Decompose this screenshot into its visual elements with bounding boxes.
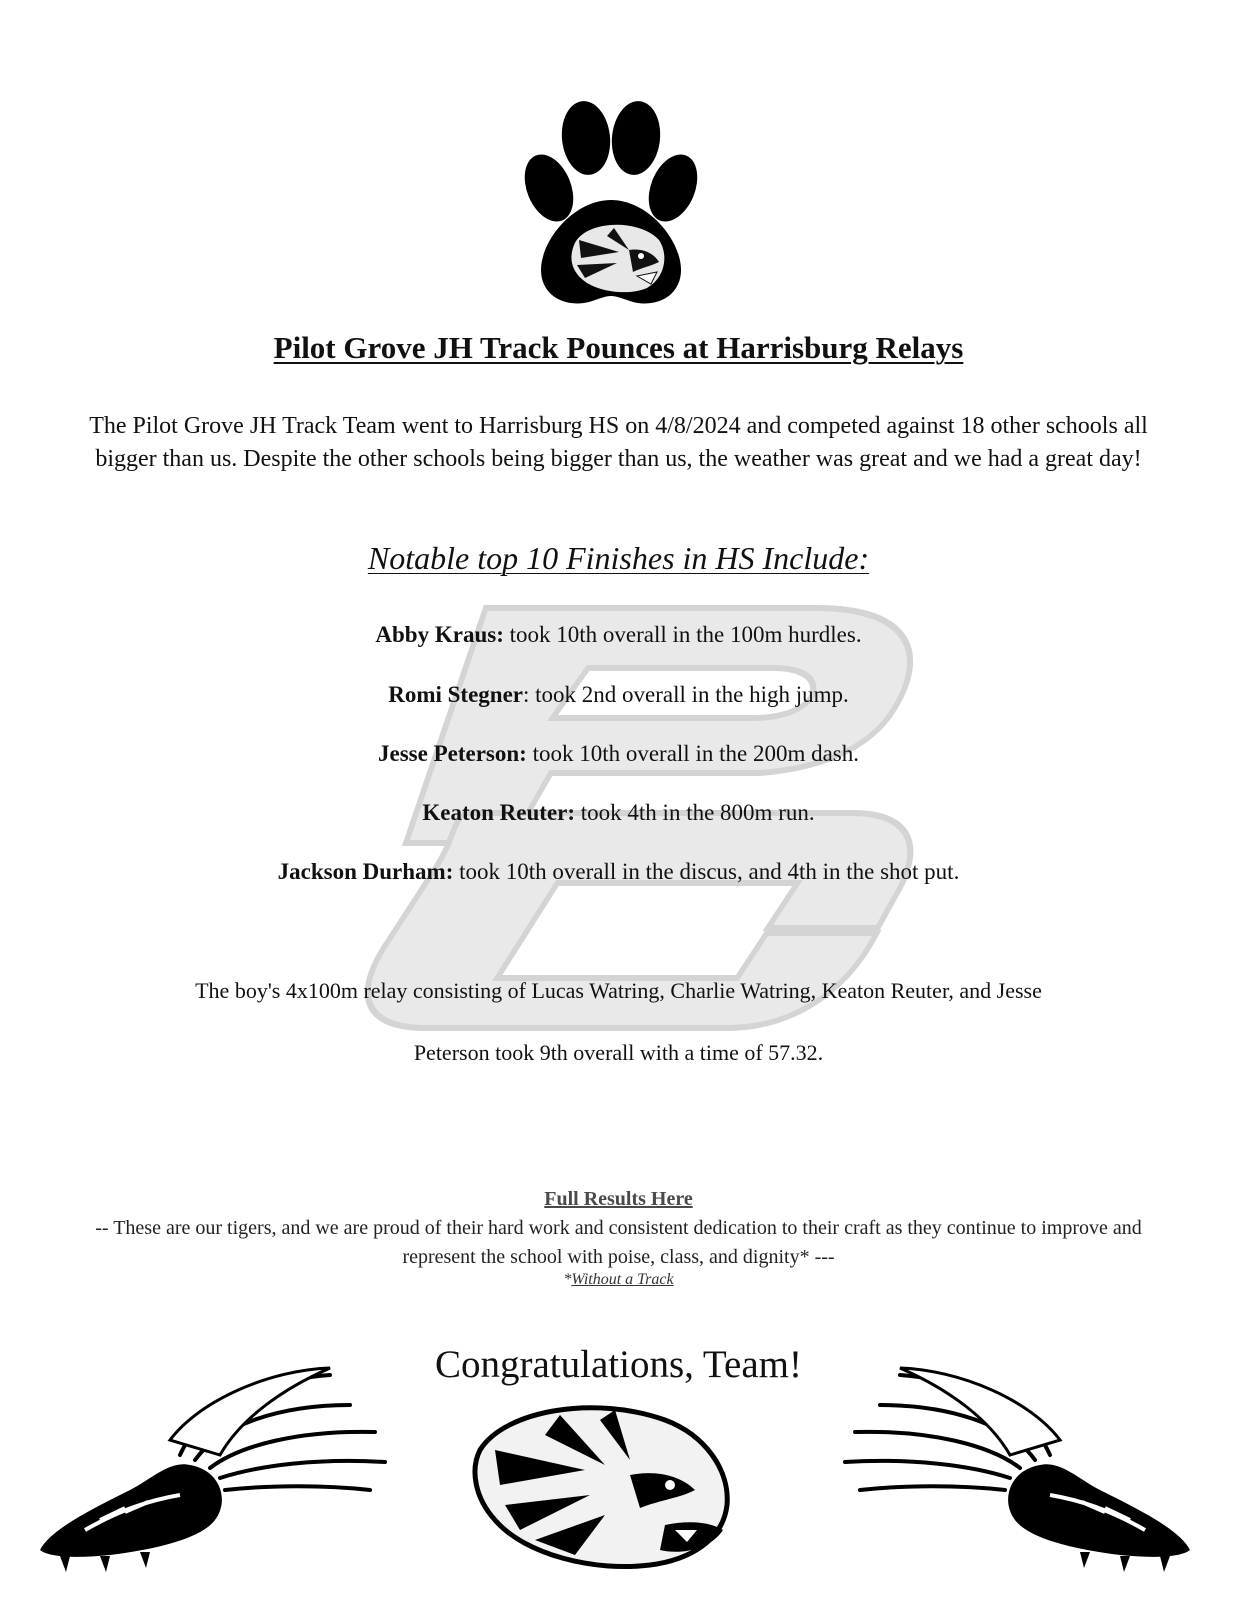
list-item bbox=[0, 857, 1237, 887]
list-item bbox=[0, 798, 1237, 828]
athlete-name: Romi Stegner bbox=[388, 682, 523, 707]
athlete-name: Jesse Peterson: bbox=[378, 741, 527, 766]
athlete-result: took 10th overall in the discus, and 4th in the shot put. bbox=[453, 859, 960, 884]
section-heading: Notable top 10 Finishes in HS Include: bbox=[367, 540, 870, 576]
list-item bbox=[0, 620, 1237, 650]
footnote-text: Without a Track bbox=[571, 1271, 674, 1288]
tiger-head-icon bbox=[465, 1390, 740, 1575]
relay-text-line-2: Peterson took 9th overall with a time of 57.32. bbox=[413, 1040, 824, 1065]
athlete-name: Keaton Reuter: bbox=[422, 800, 576, 825]
footnote bbox=[0, 1271, 1237, 1289]
footnote-star: * bbox=[563, 1271, 572, 1288]
athlete-name: Jackson Durham: bbox=[277, 859, 454, 884]
full-results-link[interactable]: Full Results Here bbox=[544, 1188, 693, 1210]
tiger-paw-icon bbox=[519, 100, 703, 310]
list-item bbox=[0, 680, 1237, 710]
page-title: Pilot Grove JH Track Pounces at Harrisburg Relays bbox=[273, 330, 964, 365]
intro-paragraph: The Pilot Grove JH Track Team went to Harrisburg HS on 4/8/2024 and competed against 18 other schools all bigger than us. Despite the other schools being bigger than us, the weather was great and we had a great day! bbox=[89, 413, 1148, 472]
relay-text-line-1: The boy's 4x100m relay consisting of Lucas Watring, Charlie Watring, Keaton Reuter, and Jesse bbox=[195, 978, 1042, 1003]
winged-shoe-icon bbox=[830, 1360, 1200, 1575]
winged-shoe-icon bbox=[30, 1360, 400, 1575]
congratulations-heading: Congratulations, Team! bbox=[435, 1343, 802, 1386]
list-item bbox=[0, 739, 1237, 769]
athlete-result: took 4th in the 800m run. bbox=[575, 800, 815, 825]
athlete-result: took 10th overall in the 100m hurdles. bbox=[503, 622, 862, 647]
athlete-result: : took 2nd overall in the high jump. bbox=[522, 682, 849, 707]
athlete-name: Abby Kraus: bbox=[375, 622, 504, 647]
athlete-result: took 10th overall in the 200m dash. bbox=[526, 741, 859, 766]
tigers-note: -- These are our tigers, and we are proud of their hard work and consistent dedication to their craft as they continue to improve and represent the school with poise, class, and dignity* --- bbox=[95, 1217, 1142, 1268]
